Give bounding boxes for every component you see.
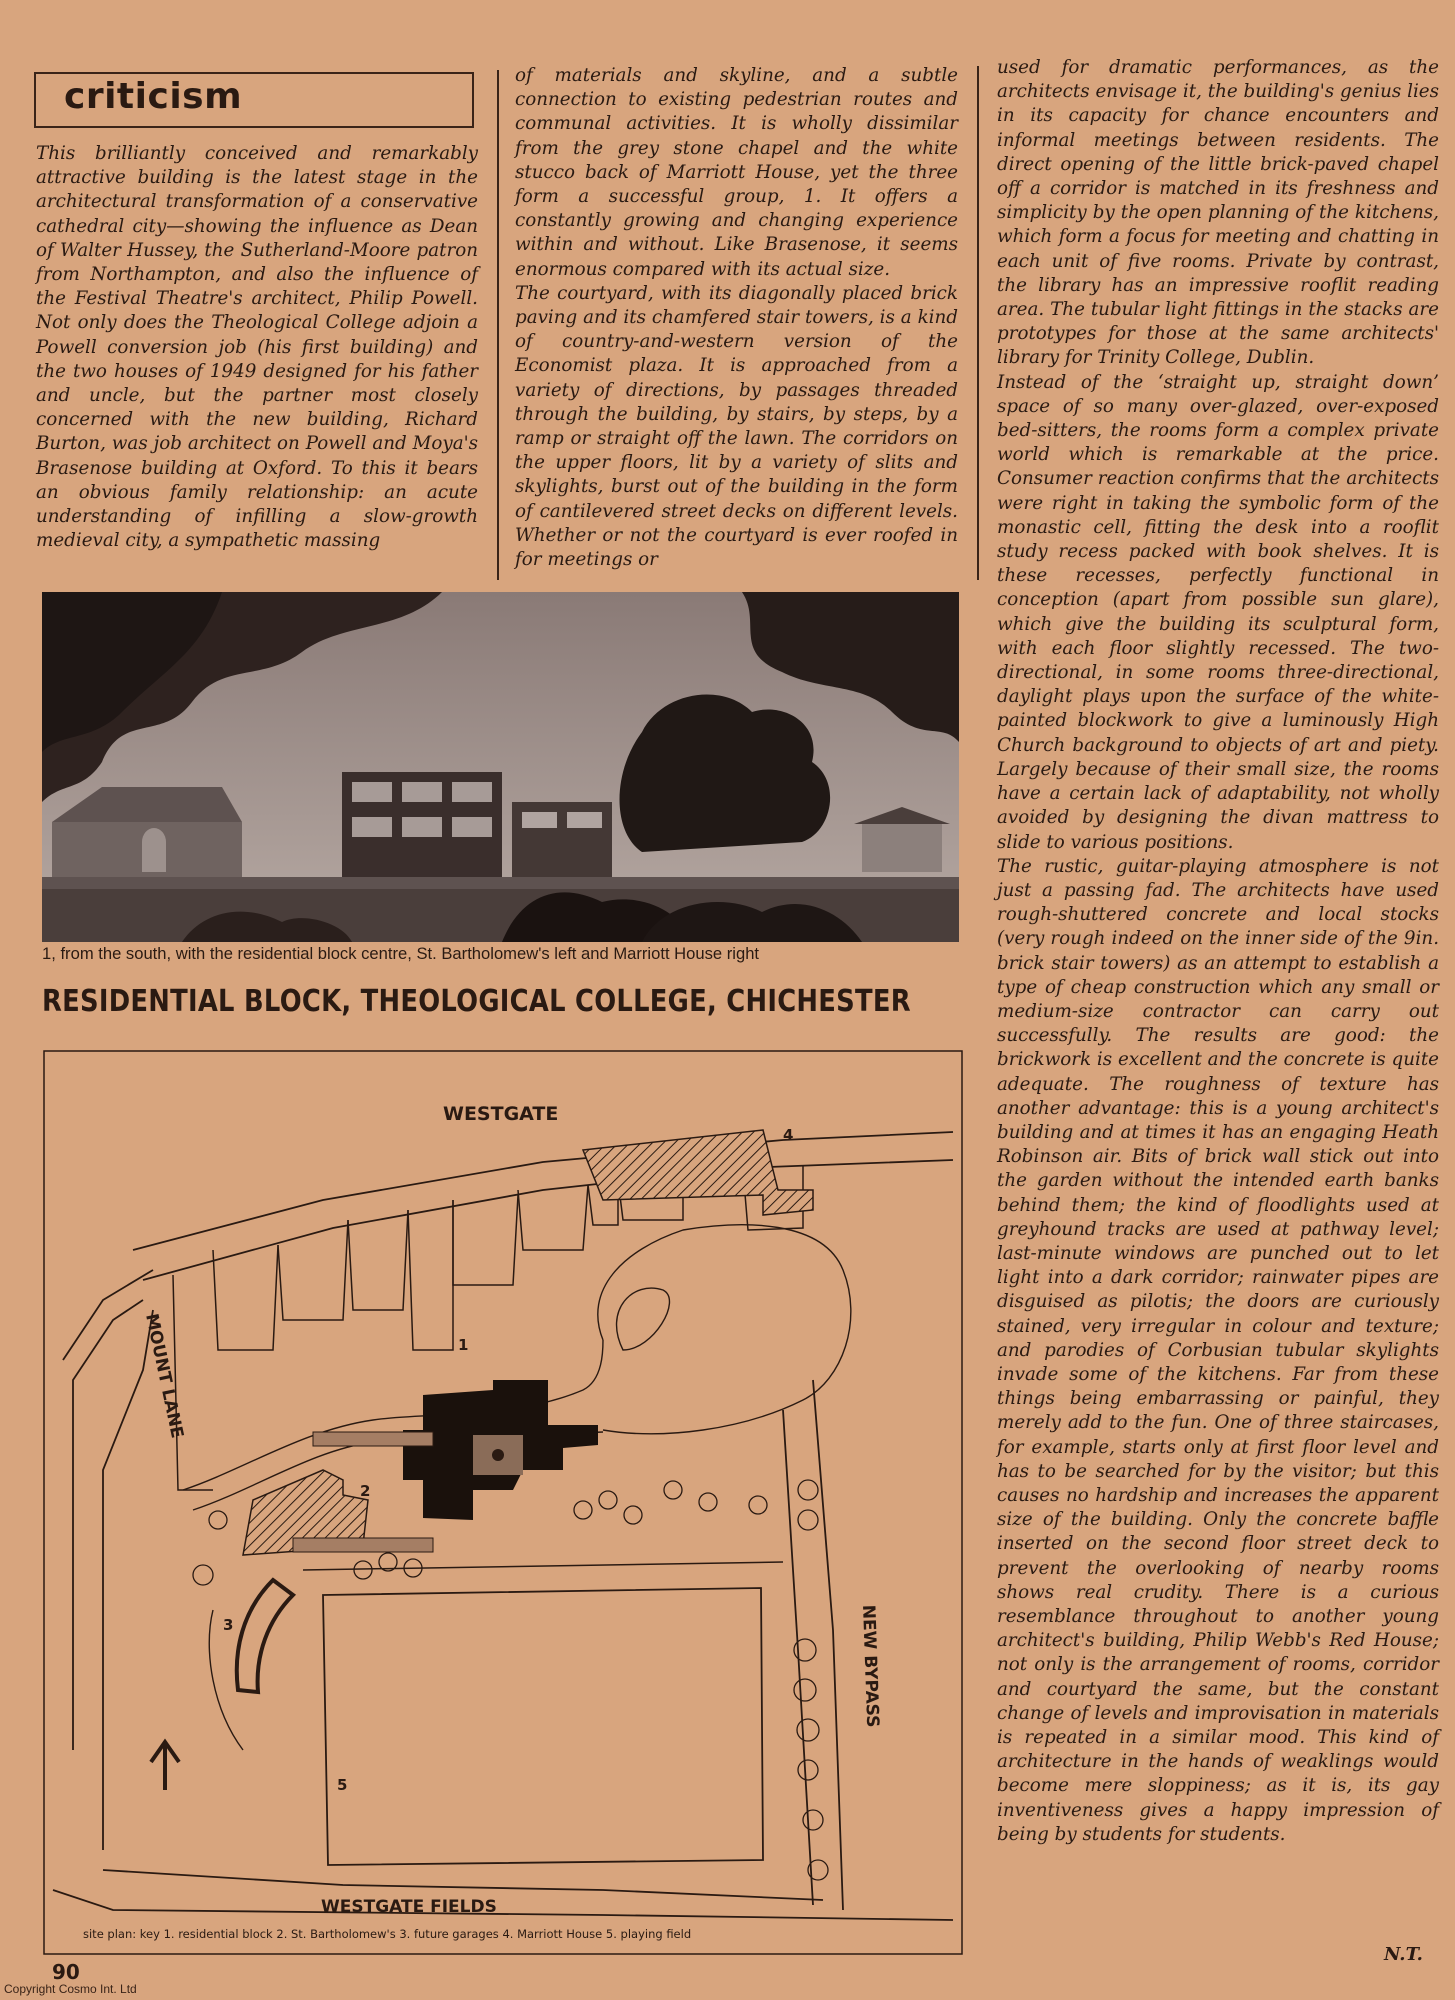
- site-plan-caption: site plan: key 1. residential block 2. St. Bartholomew's 3. future garages 4. Marriott House 5. playing field: [83, 1927, 692, 1941]
- paragraph: used for dramatic performances, as the architects envisage it, the building's genius lies in its capacity for chance encounters and informal meetings between residents. The direct opening of the little brick-paved chapel off a corridor is matched in its freshness and simplicity by the open planning of the kitchens, which form a focus for meeting and chatting in each unit of five rooms. Private by contrast, the library has an impressive rooflit reading area. The tubular light fittings in the stacks are prototypes for those at the same architects' library for Trinity College, Dublin.: [997, 57, 1439, 369]
- article-title: RESIDENTIAL BLOCK, THEOLOGICAL COLLEGE, CHICHESTER: [42, 984, 911, 1019]
- section-heading-box: [34, 72, 474, 128]
- paragraph: The courtyard, with its diagonally placed brick paving and its chamfered stair towers, is a kind of country-and-western version of the Economist plaza. It is approached from a variety of directions, by passages threaded through the building, by stairs, by steps, by a ramp or straight off the lawn. The corridors on the upper floors, lit by a variety of slits and skylights, burst out of the building in the form of cantilevered street decks on different levels. Whether or not the courtyard is ever roofed in for meetings or: [515, 282, 958, 571]
- article-column-1: [36, 142, 478, 553]
- north-arrow-icon: [151, 1742, 179, 1790]
- new-bypass-label: NEW BYPASS: [858, 1604, 883, 1728]
- photo-caption: 1, from the south, with the residential block centre, St. Bartholomew's left and Marriott House right: [42, 944, 760, 963]
- article-column-2: [515, 64, 958, 572]
- key-3: 3: [223, 1616, 234, 1634]
- column-rule: [977, 66, 979, 580]
- future-garages: [237, 1580, 293, 1692]
- paragraph: This brilliantly conceived and remarkably attractive building is the latest stage in the architectural transformation of a conservative cathedral city—showing the influence as Dean of Walter Hussey, the Sutherland-Moore patron from Northampton, and also the influence of the Festival Theatre's architect, Philip Powell. Not only does the Theological College adjoin a Powell conversion job (his first building) and the two houses of 1949 designed for his father and uncle, but the partner most closely concerned with the new building, Richard Burton, was job architect on Powell and Moya's Brasenose building at Oxford. To this it bears an obvious family relationship: an acute understanding of infilling a slow-growth medieval city, a sympathetic massing: [36, 143, 478, 552]
- key-5: 5: [337, 1776, 348, 1794]
- article-column-3: [997, 56, 1439, 1847]
- key-1: 1: [458, 1336, 469, 1354]
- building-photograph: [42, 592, 959, 942]
- column-rule: [497, 70, 499, 580]
- site-plan: [43, 1050, 963, 1955]
- key-4: 4: [783, 1126, 794, 1144]
- westgate-fields-label: WESTGATE FIELDS: [321, 1897, 497, 1917]
- section-heading: criticism: [64, 76, 243, 117]
- photo-illustration: [42, 592, 959, 942]
- site-plan-drawing: [43, 1050, 963, 1955]
- mount-lane-label: MOUNT LANE: [141, 1311, 188, 1441]
- key-2: 2: [360, 1482, 371, 1500]
- copyright-notice: Copyright Cosmo Int. Ltd: [4, 1982, 137, 1996]
- page-number: 90: [52, 1960, 80, 1984]
- paragraph: The rustic, guitar-playing atmosphere is not just a passing fad. The architects have used rough-shuttered concrete and local stocks (very rough indeed on the inner side of the 9in. brick stair towers) as an attempt to establish a type of cheap construction which any small or medium-size contractor can carry out successfully. The results are good: the brickwork is excellent and the concrete is quite adequate. The roughness of texture has another advantage: this is a young architect's building and at times it has an engaging Heath Robinson air. Bits of brick wall stick out into the garden without the intended earth banks behind them; the kind of floodlights used at greyhound tracks are used at pathway level; last-minute windows are punched out to let light into a dark corridor; rainwater pipes are disguised as pilotis; the doors are curiously stained, very irregular in colour and texture; and parodies of Corbusian tubular skylights invade some of the kitchens. Far from these things being embarrassing or painful, they merely add to the fun. One of three staircases, for example, starts only at first floor level and has to be searched for by the visitor; but this causes no hardship and increases the apparent size of the building. Only the concrete baffle inserted on the second floor street deck to prevent the overlooking of nearby rooms shows real crudity. There is a curious resemblance throughout to another young architect's building, Philip Webb's Red House; not only is the arrangement of rooms, corridor and courtyard the same, but the constant change of levels and improvisation in materials is repeated in a similar mood. This kind of architecture in the hands of weaklings would become mere sloppiness; as it is, its gay inventiveness gives a happy impression of being by students for students.: [997, 855, 1439, 1845]
- playing-field: [323, 1588, 763, 1865]
- paragraph: Instead of the ‘straight up, straight down’ space of so many over-glazed, over-exposed bed-sitters, the rooms form a complex private world which is remarkable at the price. Consumer reaction confirms that the architects were right in taking the symbolic form of the monastic cell, fitting the desk into a rooflit study recess packed with book shelves. It is these recesses, perfectly functional in conception (apart from possible sun glare), which give the building its sculptural form, with each floor slightly recessed. The two-directional, in some rooms three-directional, daylight plays upon the surface of the white-painted blockwork to give a luminously High Church background to objects of art and piety. Largely because of their small size, the rooms have a certain lack of adaptability, not wholly avoided by designing the divan mattress to slide to various positions.: [997, 371, 1439, 853]
- author-initials: N.T.: [1384, 1944, 1423, 1965]
- paragraph: of materials and skyline, and a subtle connection to existing pedestrian routes and communal activities. It is wholly dissimilar from the grey stone chapel and the white stucco back of Marriott House, yet the three form a successful group, 1. It offers a constantly growing and changing experience within and without. Like Brasenose, it seems enormous compared with its actual size.: [515, 65, 958, 280]
- plan-frame: [44, 1051, 962, 1954]
- westgate-label: WESTGATE: [443, 1103, 559, 1125]
